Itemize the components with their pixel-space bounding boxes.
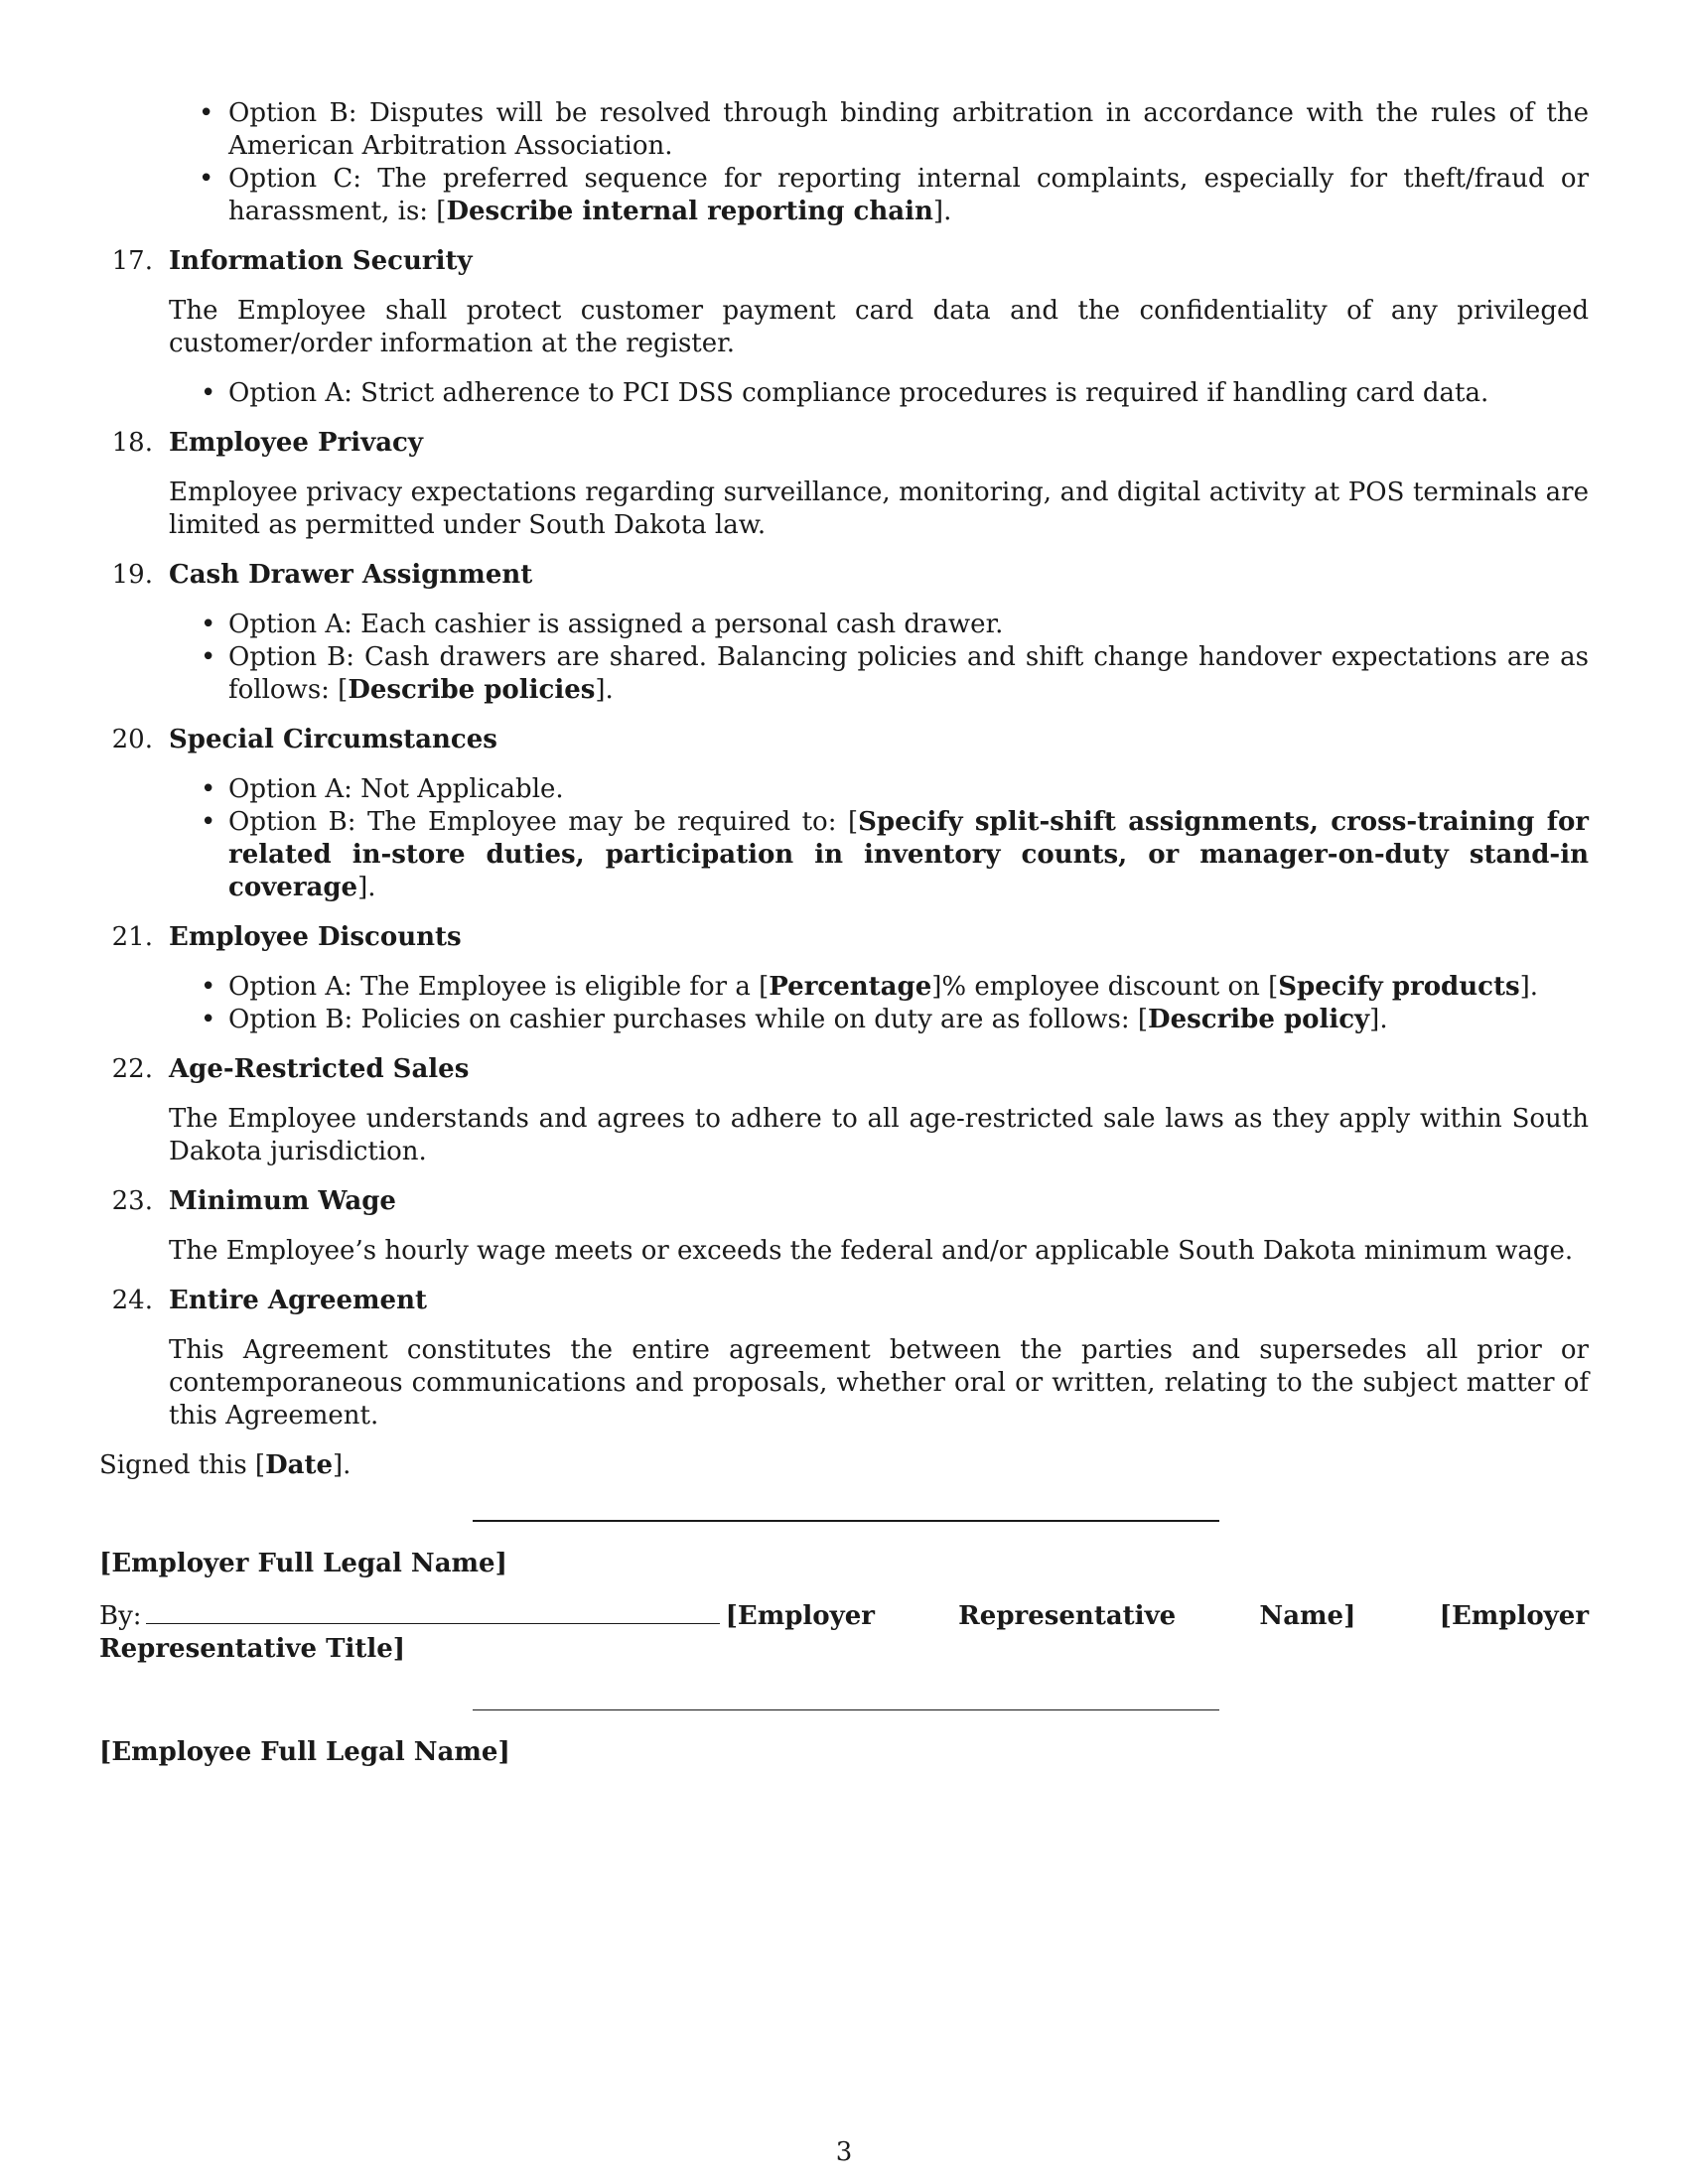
employee-signature-line [473,1709,1219,1710]
section-heading: Employee Privacy [169,428,423,458]
by-label: By: [99,1601,142,1631]
section-16-options [99,97,1589,228]
section-number: 23. [111,1186,153,1216]
section-number: 21. [111,922,153,952]
option-c [99,163,1589,228]
placeholder-field: Describe internal reporting chain [446,197,933,226]
section-number: 17. [111,246,153,276]
section-paragraph: The Employee understands and agrees to adhere to all age-restricted sale laws as they apply within South Dakota jurisdiction. [169,1104,1589,1166]
section-heading: Cash Drawer Assignment [169,560,533,590]
section-heading: Entire Agreement [169,1286,427,1315]
option-text: Option B: Policies on cashier purchases while on duty are as follows: [ [228,1005,1149,1034]
section-18 [99,427,1589,542]
section-24 [99,1285,1589,1433]
option-b [99,97,1589,163]
section-heading: Minimum Wage [169,1186,396,1216]
option-text: ]% employee discount on [ [931,972,1279,1002]
section-paragraph: Employee privacy expectations regarding surveillance, monitoring, and digital activity at POS terminals are limited as permitted under South Dakota law. [169,478,1589,540]
section-paragraph: The Employee’s hourly wage meets or exceeds the federal and/or applicable South Dakota minimum wage. [169,1236,1574,1266]
option-text-end: ]. [1519,972,1539,1002]
placeholder-field: Describe policy [1148,1005,1370,1034]
section-heading: Special Circumstances [169,725,497,754]
option-a [169,971,1589,1004]
document-page [99,97,1589,1769]
section-heading: Age-Restricted Sales [169,1054,470,1084]
option-text: Option C: The preferred sequence for reporting internal complaints, especially for theft/fraud or harassment, is: [ [228,164,1589,226]
section-number: 18. [111,428,153,458]
option-text: Option B: The Employee may be required to: [ [228,807,859,837]
employee-name-placeholder: Employee Full Legal Name [111,1737,498,1767]
section-options [169,609,1589,707]
by-signature-rule [146,1597,720,1624]
rep-name-placeholder: Employer Representative Name [737,1601,1344,1631]
section-options [169,377,1589,410]
placeholder-field: Describe policies [348,675,596,705]
option-b [169,641,1589,707]
option-text-end: ]. [357,873,376,902]
section-options [169,773,1589,904]
signed-date-line [99,1449,1589,1482]
option-text: Option B: Disputes will be resolved through binding arbitration in accordance with the rules of the American Arbitration Association. [228,98,1589,161]
section-paragraph: This Agreement constitutes the entire agreement between the parties and supersedes all prior or contemporaneous communications and proposals, whether oral or written, relating to the subject matter of this Agreement. [169,1335,1589,1431]
section-number: 24. [111,1286,153,1315]
section-number: 22. [111,1054,153,1084]
page-number: 3 [835,2137,853,2167]
section-heading: Information Security [169,246,473,276]
option-a: • Option A: Each cashier is assigned a personal cash drawer. [169,609,1589,641]
employer-by-line: By: [Employer Representative Name] [Employer Representative Title] [99,1597,1589,1666]
option-text: Option A: The Employee is eligible for a [ [228,972,770,1002]
option-b [169,1004,1589,1036]
rep-title-placeholder: Employer Representative Title [99,1601,1590,1664]
option-text: Option B: Cash drawers are shared. Balancing policies and shift change handover expectations are as follows: [ [228,642,1589,705]
section-number: 19. [111,560,153,590]
placeholder-field: Specify split-shift assignments, cross-training for related in-store duties, participation in inventory counts, or manager-on-duty stand-in coverage [228,807,1589,902]
section-22 [99,1053,1589,1168]
section-paragraph: The Employee shall protect customer payment card data and the confidentiality of any privileged customer/order information at the register. [169,296,1589,358]
section-21 [99,921,1589,1036]
placeholder-field: Specify products [1278,972,1520,1002]
section-options [169,971,1589,1036]
placeholder-field: Percentage [769,972,932,1002]
date-placeholder: Date [265,1450,334,1480]
employer-signature-line [473,1520,1219,1522]
section-17 [99,245,1589,410]
employer-name: [Employer Full Legal Name] [99,1549,507,1578]
employee-name: [Employee Full Legal Name] [99,1737,510,1767]
option-text-end: ]. [1369,1005,1388,1034]
employer-name-placeholder: Employer Full Legal Name [111,1549,495,1578]
section-number: 20. [111,725,153,754]
section-23 [99,1185,1589,1268]
option-text-end: ]. [595,675,614,705]
section-heading: Employee Discounts [169,922,462,952]
option-b [169,806,1589,904]
signed-text: Signed this [ [99,1450,266,1480]
option-a: • Option A: Strict adherence to PCI DSS compliance procedures is required if handling card data. [169,377,1589,410]
option-a: • Option A: Not Applicable. [169,773,1589,806]
option-text-end: ]. [932,197,952,226]
section-19 [99,559,1589,707]
section-20 [99,724,1589,904]
signed-text-end: ]. [333,1450,352,1480]
